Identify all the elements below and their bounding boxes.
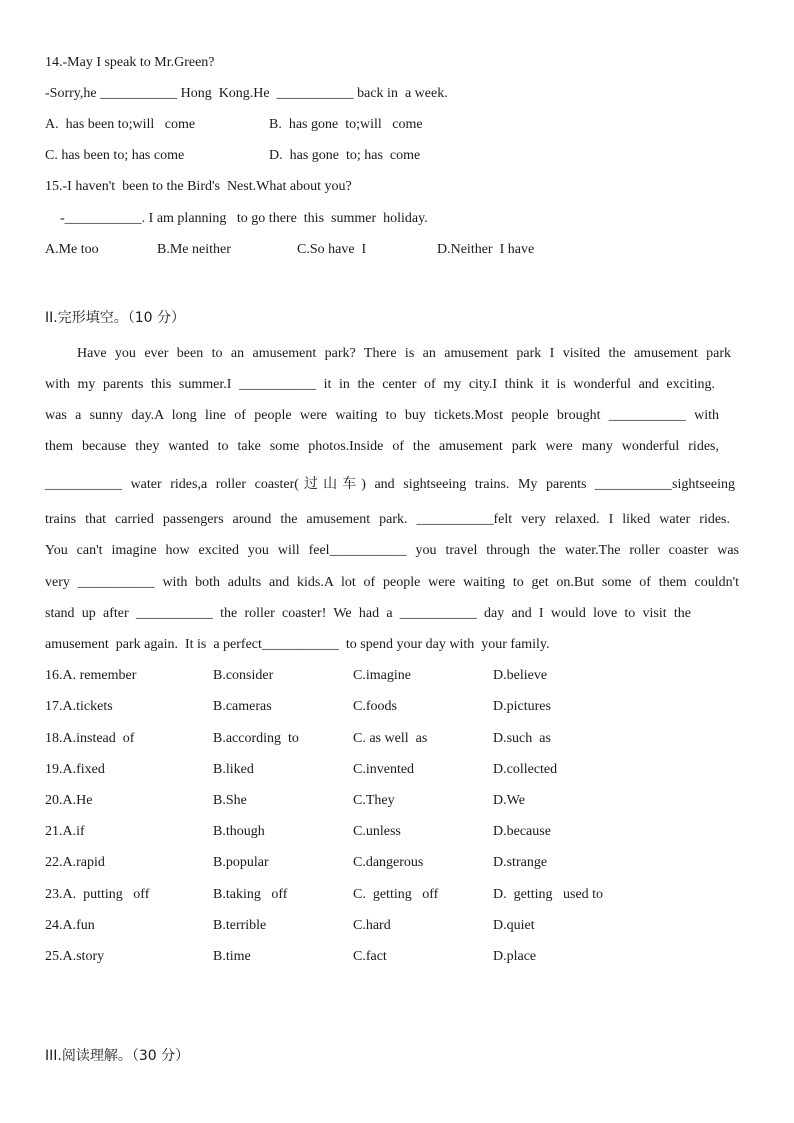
item-23-option-c: C. getting off [353,887,439,902]
item-25-option-a: 25.A.story [45,949,105,964]
item-18-option-d: D.such as [493,731,551,746]
item-24-option-a: 24.A.fun [45,918,95,933]
q15-stem: 15.-I haven't been to the Bird's Nest.What about you? [45,179,352,194]
passage-line: stand up after ___________ the roller coaster! We had a ___________ day and I would love to visit the [45,606,691,621]
item-21-option-c: C.unless [353,824,401,839]
item-17-option-b: B.cameras [213,699,272,714]
item-19-option-b: B.liked [213,762,254,777]
item-19-option-c: C.invented [353,762,415,777]
q15-reply: -___________. I am planning to go there this summer holiday. [60,211,428,226]
passage-line: very ___________ with both adults and kids.A lot of people were waiting to get on.But some of them couldn't [45,575,739,590]
passage-line: Have you ever been to an amusement park? There is an amusement park I visited the amusement park [77,346,731,361]
item-22-option-b: B.popular [213,855,269,870]
section-3-heading: III.阅读理解。（30 分） [45,1048,190,1064]
q14-option-d: D. has gone to; has come [269,148,421,163]
item-19-option-a: 19.A.fixed [45,762,105,777]
item-20-option-b: B.She [213,793,247,808]
item-21-option-a: 21.A.if [45,824,85,839]
item-16-option-d: D.believe [493,668,548,683]
q15-option-d: D.Neither I have [437,242,535,257]
item-17-option-a: 17.A.tickets [45,699,113,714]
item-22-option-c: C.dangerous [353,855,424,870]
item-25-option-b: B.time [213,949,251,964]
item-16-option-b: B.consider [213,668,274,683]
item-16-option-a: 16.A. remember [45,668,137,683]
item-25-option-c: C.fact [353,949,387,964]
passage-line: them because they wanted to take some photos.Inside of the amusement park were many wonderful rides, [45,439,719,454]
item-17-option-d: D.pictures [493,699,551,714]
item-21-option-b: B.though [213,824,265,839]
item-18-option-c: C. as well as [353,731,428,746]
item-25-option-d: D.place [493,949,537,964]
q15-option-a: A.Me too [45,242,99,257]
item-19-option-d: D.collected [493,762,558,777]
item-20-option-a: 20.A.He [45,793,93,808]
section-2-heading: II.完形填空。（10 分） [45,310,185,326]
q14-stem: 14.-May I speak to Mr.Green? [45,55,215,70]
item-21-option-d: D.because [493,824,551,839]
q14-reply: -Sorry,he ___________ Hong Kong.He ___________ back in a week. [45,86,448,101]
item-18-option-b: B.according to [213,731,299,746]
q15-option-c: C.So have I [297,242,367,257]
passage-line: trains that carried passengers around the amusement park. ___________felt very relaxed. I liked water rides. [45,512,730,527]
item-23-option-d: D. getting used to [493,887,604,902]
item-22-option-a: 22.A.rapid [45,855,105,870]
item-24-option-c: C.hard [353,918,391,933]
item-23-option-a: 23.A. putting off [45,887,150,902]
item-24-option-d: D.quiet [493,918,535,933]
passage-line: ___________ water rides,a roller coaster(过山车) and sightseeing trains. My parents ___________sightseeing [45,477,735,492]
passage-line: You can't imagine how excited you will feel___________ you travel through the water.The roller coaster was [45,543,739,558]
item-18-option-a: 18.A.instead of [45,731,135,746]
q15-option-b: B.Me neither [157,242,231,257]
q14-option-a: A. has been to;will come [45,117,196,132]
item-23-option-b: B.taking off [213,887,288,902]
passage-line: amusement park again. It is a perfect___________ to spend your day with your family. [45,637,550,652]
item-22-option-d: D.strange [493,855,548,870]
q14-option-c: C. has been to; has come [45,148,185,163]
passage-line: with my parents this summer.I ___________ it in the center of my city.I think it is wonderful and exciting. [45,377,715,392]
item-24-option-b: B.terrible [213,918,267,933]
passage-line: was a sunny day.A long line of people were waiting to buy tickets.Most people brought ___________ with [45,408,719,423]
item-20-option-d: D.We [493,793,525,808]
item-16-option-c: C.imagine [353,668,411,683]
item-20-option-c: C.They [353,793,395,808]
item-17-option-c: C.foods [353,699,397,714]
q14-option-b: B. has gone to;will come [269,117,423,132]
